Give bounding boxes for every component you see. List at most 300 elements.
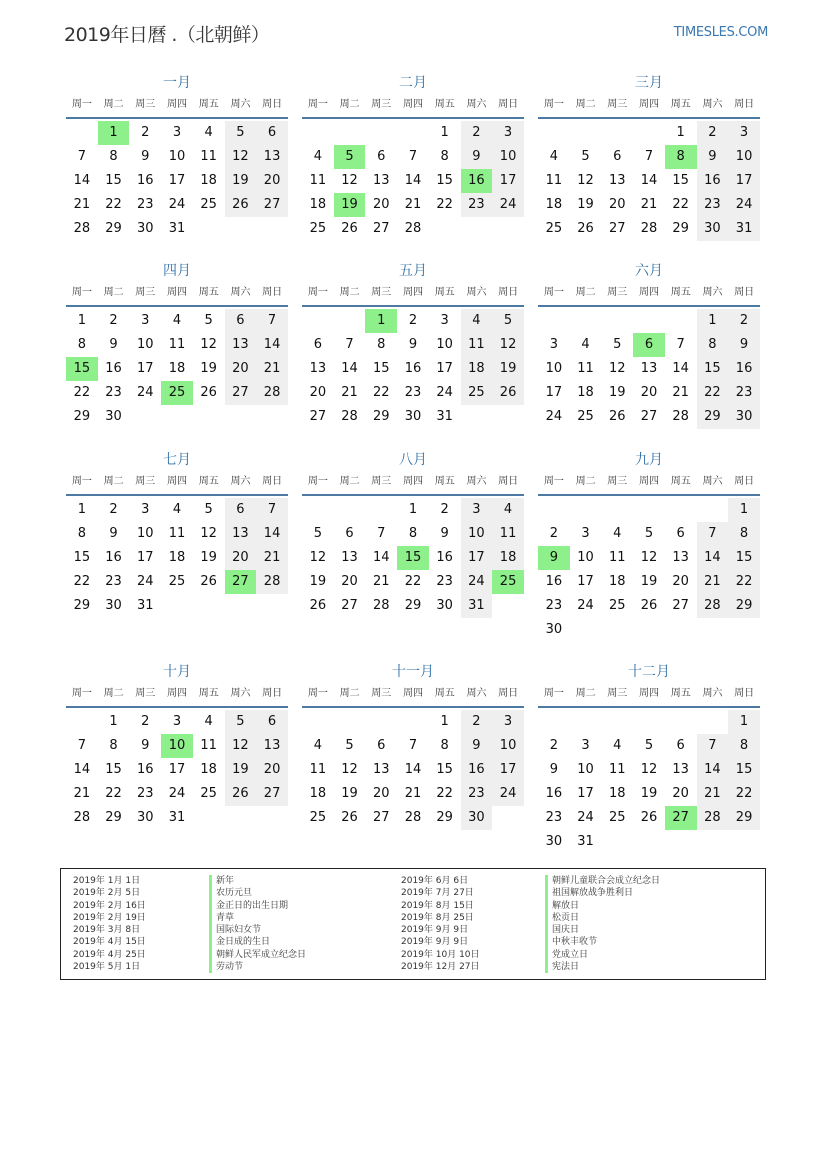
day-cell: 14 xyxy=(697,758,729,782)
legend-date: 2019年 2月 19日 xyxy=(73,912,146,923)
empty-day-cell xyxy=(633,309,665,333)
day-cell: 9 xyxy=(549,762,558,777)
day-cell: 2 xyxy=(109,313,118,328)
weekday-label: 周二 xyxy=(103,287,124,298)
day-cell: 17 xyxy=(168,173,186,188)
day-cell: 18 xyxy=(200,762,217,777)
day-cell: 14 xyxy=(256,522,288,546)
weekday-label: 周三 xyxy=(607,287,628,298)
day-cell: 18 xyxy=(608,574,626,589)
weekday-header xyxy=(66,282,288,307)
day-cell: 18 xyxy=(608,786,626,801)
day-cell: 3 xyxy=(492,121,524,145)
day-cell: 12 xyxy=(225,734,257,758)
day-cell: 11 xyxy=(461,333,493,357)
day-cell: 17 xyxy=(136,550,154,565)
day-cell: 25 xyxy=(200,197,217,212)
day-cell: 28 xyxy=(341,409,358,424)
month-block xyxy=(538,260,760,429)
empty-day-cell xyxy=(633,498,665,522)
day-cell: 18 xyxy=(309,197,327,212)
day-cell: 4 xyxy=(313,149,322,164)
legend-date: 2019年 4月 25日 xyxy=(73,949,146,960)
holiday-day-cell: 27 xyxy=(665,806,697,830)
weekday-label: 周六 xyxy=(230,99,251,110)
day-cell: 31 xyxy=(728,217,760,241)
day-cell: 2 xyxy=(461,121,493,145)
day-cell: 8 xyxy=(109,738,118,753)
day-cell: 24 xyxy=(545,409,563,424)
day-cell: 28 xyxy=(404,810,422,825)
day-cell: 8 xyxy=(440,738,449,753)
weekday-header xyxy=(302,94,524,119)
day-cell: 17 xyxy=(545,385,563,400)
day-cell: 6 xyxy=(256,710,288,734)
day-cell: 26 xyxy=(608,409,626,424)
day-cell: 28 xyxy=(73,810,91,825)
day-cell: 26 xyxy=(225,782,257,806)
day-cell: 31 xyxy=(436,409,453,424)
day-cell: 12 xyxy=(309,550,327,565)
empty-day-cell xyxy=(397,121,429,145)
day-cell: 17 xyxy=(577,574,594,589)
day-cell: 27 xyxy=(640,409,658,424)
day-cell: 14 xyxy=(672,361,689,376)
weekday-label: 周四 xyxy=(403,688,424,699)
day-cell: 2 xyxy=(697,121,729,145)
day-cell: 3 xyxy=(141,502,150,517)
day-cell: 23 xyxy=(105,385,122,400)
day-cell: 9 xyxy=(461,145,493,169)
day-cell: 28 xyxy=(697,806,729,830)
day-cell: 24 xyxy=(492,782,524,806)
day-cell: 29 xyxy=(672,221,689,236)
weekday-label: 周六 xyxy=(466,688,487,699)
legend-holiday-name: 国际妇女节 xyxy=(209,924,306,936)
weekday-label: 周六 xyxy=(230,688,251,699)
day-cell: 4 xyxy=(613,526,622,541)
day-cell: 15 xyxy=(73,550,91,565)
weekday-label: 周六 xyxy=(702,688,723,699)
day-cell: 5 xyxy=(313,526,322,541)
holiday-day-cell: 19 xyxy=(334,193,366,217)
empty-day-cell xyxy=(697,498,729,522)
empty-day-cell xyxy=(570,309,602,333)
day-cell: 4 xyxy=(204,714,213,729)
day-cell: 29 xyxy=(728,806,760,830)
day-cell: 21 xyxy=(672,385,689,400)
day-cell: 2 xyxy=(141,125,150,140)
day-cell: 22 xyxy=(105,786,122,801)
weekday-label: 周日 xyxy=(498,476,519,487)
site-logo-text[interactable]: TIMESLES.COM xyxy=(673,25,768,40)
weekday-label: 周五 xyxy=(670,287,691,298)
empty-day-cell xyxy=(66,710,98,734)
day-cell: 19 xyxy=(309,574,327,589)
weekday-header xyxy=(538,471,760,496)
empty-day-cell xyxy=(665,309,697,333)
day-cell: 24 xyxy=(168,197,186,212)
weekday-label: 周五 xyxy=(670,99,691,110)
day-cell: 24 xyxy=(136,574,154,589)
day-cell: 22 xyxy=(697,381,729,405)
day-cell: 21 xyxy=(341,385,358,400)
day-cell: 4 xyxy=(313,738,322,753)
day-cell: 14 xyxy=(640,173,658,188)
day-cell: 16 xyxy=(105,361,122,376)
day-cell: 17 xyxy=(436,361,453,376)
day-cell: 9 xyxy=(408,337,418,352)
day-cell: 19 xyxy=(200,361,217,376)
empty-day-cell xyxy=(665,498,697,522)
legend-holiday-name: 宪法日 xyxy=(545,961,660,973)
month-block xyxy=(66,449,288,618)
day-cell: 29 xyxy=(105,221,122,236)
month-title: 四月 xyxy=(163,263,191,279)
day-cell: 7 xyxy=(697,734,729,758)
day-cell: 9 xyxy=(109,526,118,541)
day-cell: 22 xyxy=(436,786,453,801)
day-cell: 20 xyxy=(225,546,257,570)
day-cell: 3 xyxy=(141,313,150,328)
holiday-day-cell: 1 xyxy=(365,309,397,333)
day-cell: 14 xyxy=(73,173,91,188)
holiday-day-cell: 25 xyxy=(492,570,524,594)
day-cell: 3 xyxy=(461,498,493,522)
day-cell: 12 xyxy=(608,361,626,376)
day-cell: 17 xyxy=(136,361,154,376)
empty-day-cell xyxy=(302,498,334,522)
day-cell: 10 xyxy=(577,550,594,565)
day-cell: 8 xyxy=(728,522,760,546)
day-cell: 21 xyxy=(640,197,658,212)
day-cell: 13 xyxy=(225,333,257,357)
day-cell: 27 xyxy=(225,381,257,405)
day-cell: 12 xyxy=(577,173,594,188)
day-cell: 7 xyxy=(676,337,685,352)
month-title: 三月 xyxy=(635,75,663,91)
legend-holiday-name: 朝鲜儿童联合会成立纪念日 xyxy=(545,875,660,887)
weekday-header xyxy=(302,282,524,307)
day-cell: 3 xyxy=(581,526,590,541)
day-cell: 4 xyxy=(461,309,493,333)
legend-date: 2019年 2月 16日 xyxy=(73,900,146,911)
day-grid xyxy=(66,708,288,830)
legend-holiday-name: 金日成的生日 xyxy=(209,936,306,948)
day-cell: 3 xyxy=(549,337,558,352)
day-cell: 15 xyxy=(105,762,122,777)
day-cell: 30 xyxy=(461,806,493,830)
holiday-legend xyxy=(60,868,766,980)
day-cell: 2 xyxy=(461,710,493,734)
day-cell: 17 xyxy=(461,546,493,570)
day-cell: 25 xyxy=(608,598,626,613)
weekday-label: 周一 xyxy=(543,287,564,298)
day-cell: 24 xyxy=(577,598,594,613)
day-cell: 19 xyxy=(341,786,358,801)
day-cell: 21 xyxy=(256,546,288,570)
weekday-label: 周二 xyxy=(339,99,360,110)
day-cell: 18 xyxy=(168,550,186,565)
weekday-label: 周一 xyxy=(543,476,564,487)
day-cell: 19 xyxy=(640,786,658,801)
day-cell: 8 xyxy=(697,333,729,357)
day-cell: 24 xyxy=(461,570,493,594)
day-cell: 22 xyxy=(404,574,422,589)
month-title: 七月 xyxy=(163,452,191,468)
day-cell: 20 xyxy=(309,385,327,400)
day-cell: 10 xyxy=(461,522,493,546)
day-grid xyxy=(538,119,760,241)
day-cell: 18 xyxy=(461,357,493,381)
weekday-label: 周一 xyxy=(71,287,92,298)
day-cell: 4 xyxy=(492,498,524,522)
legend-date: 2019年 2月 5日 xyxy=(73,888,141,899)
day-cell: 29 xyxy=(404,598,422,613)
legend-holiday-name: 解放日 xyxy=(545,900,660,912)
day-cell: 10 xyxy=(545,361,563,376)
holiday-day-cell: 15 xyxy=(397,546,429,570)
weekday-label: 周四 xyxy=(167,99,188,110)
day-cell: 6 xyxy=(613,149,622,164)
holiday-day-cell: 8 xyxy=(665,145,697,169)
day-cell: 29 xyxy=(728,594,760,618)
day-cell: 5 xyxy=(492,309,524,333)
empty-day-cell xyxy=(633,710,665,734)
day-cell: 14 xyxy=(697,546,729,570)
legend-holiday-name: 农历元旦 xyxy=(209,887,306,899)
day-cell: 22 xyxy=(728,570,760,594)
day-cell: 13 xyxy=(256,145,288,169)
day-cell: 23 xyxy=(136,786,154,801)
day-cell: 4 xyxy=(581,337,590,352)
day-cell: 23 xyxy=(728,381,760,405)
weekday-label: 周二 xyxy=(339,287,360,298)
weekday-label: 周日 xyxy=(262,287,283,298)
day-cell: 4 xyxy=(549,149,558,164)
holiday-day-cell: 27 xyxy=(225,570,257,594)
day-cell: 7 xyxy=(408,738,418,753)
day-cell: 28 xyxy=(372,598,390,613)
day-grid xyxy=(66,307,288,429)
legend-holiday-name: 劳动节 xyxy=(209,961,306,973)
day-grid xyxy=(66,496,288,618)
day-cell: 16 xyxy=(545,574,563,589)
day-cell: 20 xyxy=(372,197,390,212)
empty-day-cell xyxy=(601,309,633,333)
empty-day-cell xyxy=(697,710,729,734)
day-cell: 11 xyxy=(168,526,186,541)
day-cell: 16 xyxy=(105,550,122,565)
weekday-header xyxy=(302,683,524,708)
day-cell: 18 xyxy=(492,546,524,570)
month-title: 十一月 xyxy=(392,664,434,680)
day-cell: 19 xyxy=(225,758,257,782)
day-cell: 1 xyxy=(697,309,729,333)
legend-date: 2019年 8月 25日 xyxy=(401,912,474,923)
day-cell: 1 xyxy=(676,125,685,140)
day-cell: 29 xyxy=(73,598,91,613)
day-cell: 23 xyxy=(545,810,563,825)
day-cell: 20 xyxy=(341,574,358,589)
empty-day-cell xyxy=(665,710,697,734)
day-cell: 27 xyxy=(341,598,358,613)
day-cell: 13 xyxy=(309,361,327,376)
day-grid xyxy=(302,119,524,241)
legend-date: 2019年 3月 8日 xyxy=(73,925,141,936)
weekday-label: 周一 xyxy=(71,476,92,487)
day-cell: 11 xyxy=(168,337,186,352)
weekday-label: 周三 xyxy=(371,99,392,110)
day-cell: 26 xyxy=(200,385,217,400)
day-cell: 25 xyxy=(168,574,186,589)
day-cell: 14 xyxy=(73,762,91,777)
holiday-day-cell: 16 xyxy=(461,169,493,193)
page-title: 2019年日曆 .（北朝鲜） xyxy=(64,24,270,46)
day-cell: 12 xyxy=(640,762,658,777)
day-cell: 13 xyxy=(225,522,257,546)
day-cell: 18 xyxy=(200,173,217,188)
day-cell: 28 xyxy=(640,221,658,236)
day-cell: 23 xyxy=(545,598,563,613)
weekday-label: 周四 xyxy=(167,476,188,487)
empty-day-cell xyxy=(538,121,570,145)
month-block xyxy=(538,72,760,241)
holiday-day-cell: 15 xyxy=(66,357,98,381)
day-cell: 15 xyxy=(672,173,689,188)
day-cell: 24 xyxy=(728,193,760,217)
legend-holiday-name: 党成立日 xyxy=(545,949,660,961)
day-cell: 5 xyxy=(644,738,654,753)
day-cell: 7 xyxy=(345,337,354,352)
day-cell: 28 xyxy=(256,570,288,594)
day-cell: 19 xyxy=(577,197,594,212)
day-cell: 28 xyxy=(404,221,422,236)
day-cell: 4 xyxy=(204,125,213,140)
month-block xyxy=(66,260,288,429)
day-cell: 7 xyxy=(256,498,288,522)
month-block xyxy=(66,661,288,830)
day-cell: 1 xyxy=(728,498,760,522)
day-cell: 11 xyxy=(545,173,563,188)
day-cell: 19 xyxy=(492,357,524,381)
weekday-label: 周三 xyxy=(607,99,628,110)
day-cell: 5 xyxy=(225,121,257,145)
day-cell: 22 xyxy=(73,385,91,400)
day-cell: 14 xyxy=(404,173,422,188)
day-cell: 31 xyxy=(136,598,154,613)
legend-holiday-name: 新年 xyxy=(209,875,306,887)
day-cell: 13 xyxy=(608,173,626,188)
day-cell: 13 xyxy=(672,550,689,565)
day-cell: 22 xyxy=(728,782,760,806)
day-cell: 9 xyxy=(728,333,760,357)
day-cell: 11 xyxy=(309,173,327,188)
day-cell: 25 xyxy=(309,810,327,825)
day-cell: 3 xyxy=(728,121,760,145)
day-cell: 1 xyxy=(440,714,449,729)
day-cell: 9 xyxy=(109,337,118,352)
weekday-label: 周四 xyxy=(403,476,424,487)
day-cell: 20 xyxy=(640,385,658,400)
day-cell: 4 xyxy=(172,502,182,517)
weekday-label: 周六 xyxy=(466,99,487,110)
day-cell: 7 xyxy=(408,149,418,164)
weekday-label: 周五 xyxy=(198,688,219,699)
day-cell: 23 xyxy=(404,385,422,400)
empty-day-cell xyxy=(601,121,633,145)
day-cell: 23 xyxy=(105,574,122,589)
day-cell: 27 xyxy=(256,193,288,217)
day-cell: 8 xyxy=(728,734,760,758)
empty-day-cell xyxy=(302,121,334,145)
day-cell: 16 xyxy=(136,173,154,188)
day-cell: 3 xyxy=(440,313,449,328)
weekday-label: 周二 xyxy=(103,688,124,699)
day-cell: 1 xyxy=(109,714,118,729)
day-cell: 6 xyxy=(676,738,685,753)
day-cell: 16 xyxy=(136,762,154,777)
day-cell: 13 xyxy=(372,762,390,777)
weekday-label: 周四 xyxy=(403,99,424,110)
day-cell: 21 xyxy=(372,574,390,589)
day-cell: 7 xyxy=(77,149,86,164)
month-title: 九月 xyxy=(635,452,663,468)
day-cell: 22 xyxy=(672,197,689,212)
month-title: 十月 xyxy=(163,664,191,680)
day-cell: 18 xyxy=(577,385,594,400)
empty-day-cell xyxy=(538,498,570,522)
day-grid xyxy=(66,119,288,241)
day-cell: 12 xyxy=(341,173,358,188)
weekday-label: 周二 xyxy=(103,99,124,110)
day-cell: 17 xyxy=(492,169,524,193)
day-cell: 26 xyxy=(200,574,217,589)
day-cell: 25 xyxy=(545,221,563,236)
day-cell: 9 xyxy=(141,149,150,164)
day-cell: 14 xyxy=(341,361,358,376)
day-cell: 5 xyxy=(204,313,213,328)
day-cell: 20 xyxy=(225,357,257,381)
holiday-day-cell: 9 xyxy=(538,546,570,570)
legend-names-right xyxy=(545,875,660,973)
day-cell: 3 xyxy=(581,738,590,753)
month-block xyxy=(302,449,524,618)
day-cell: 7 xyxy=(377,526,386,541)
day-cell: 30 xyxy=(136,810,154,825)
day-cell: 21 xyxy=(697,570,729,594)
weekday-label: 周日 xyxy=(498,688,519,699)
empty-day-cell xyxy=(633,121,665,145)
day-cell: 27 xyxy=(309,409,327,424)
day-grid xyxy=(302,496,524,618)
weekday-label: 周一 xyxy=(307,476,328,487)
day-cell: 20 xyxy=(672,574,689,589)
day-cell: 2 xyxy=(109,502,118,517)
day-cell: 10 xyxy=(728,145,760,169)
weekday-label: 周六 xyxy=(702,287,723,298)
weekday-label: 周二 xyxy=(339,476,360,487)
month-title: 二月 xyxy=(399,75,427,91)
day-grid xyxy=(538,307,760,429)
day-cell: 26 xyxy=(341,810,358,825)
weekday-header xyxy=(538,94,760,119)
weekday-label: 周三 xyxy=(371,688,392,699)
day-cell: 5 xyxy=(225,710,257,734)
day-cell: 3 xyxy=(492,710,524,734)
day-cell: 16 xyxy=(545,786,563,801)
empty-day-cell xyxy=(365,498,397,522)
